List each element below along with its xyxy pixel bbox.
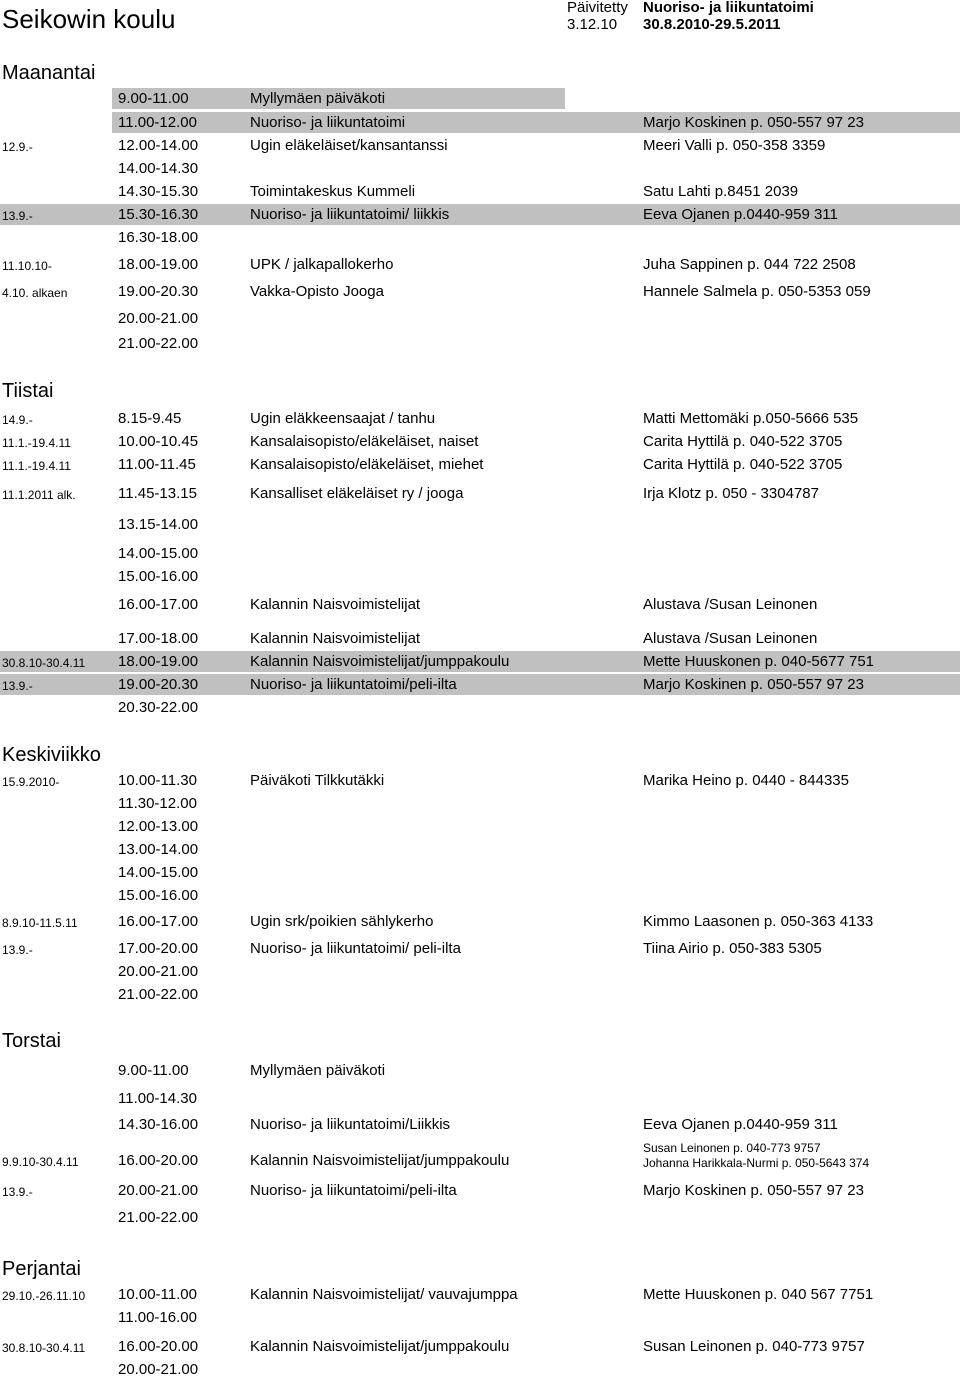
row-contact: Marjo Koskinen p. 050-557 97 23 [643, 676, 864, 693]
table-row [0, 770, 960, 792]
table-row [0, 454, 960, 476]
row-activity: Myllymäen päiväkoti [250, 90, 386, 107]
updated-date: 3.12.10 [567, 16, 618, 33]
table-row [0, 1060, 960, 1082]
row-activity: Kansalaisopisto/eläkeläiset, miehet [250, 456, 484, 473]
row-time-slot: 20.00-21.00 [118, 1182, 199, 1199]
row-contact: Marjo Koskinen p. 050-557 97 23 [643, 114, 864, 131]
table-row [0, 651, 960, 673]
day-heading-thursday: Torstai [2, 1030, 61, 1052]
row-date-range: 15.9.2010- [2, 775, 60, 789]
table-row [0, 885, 960, 907]
table-row [0, 839, 960, 861]
table-row [0, 204, 960, 226]
table-row [0, 135, 960, 157]
row-time-slot: 16.30-18.00 [118, 229, 199, 246]
row-date-range: 4.10. alkaen [2, 286, 68, 300]
row-contact: Eeva Ojanen p.0440-959 311 [643, 206, 838, 223]
row-time-slot: 20.00-21.00 [118, 310, 199, 327]
row-time-slot: 14.30-15.30 [118, 183, 199, 200]
table-row [0, 628, 960, 650]
row-date-range: 14.9.- [2, 413, 33, 427]
table-row [0, 697, 960, 719]
row-activity: Ugin eläkeläiset/kansantanssi [250, 137, 448, 154]
row-contact: Kimmo Laasonen p. 050-363 4133 [643, 913, 874, 930]
row-time-slot: 17.00-18.00 [118, 630, 199, 647]
row-time-slot: 21.00-22.00 [118, 335, 199, 352]
row-contact: Meeri Valli p. 050-358 3359 [643, 137, 826, 154]
row-contact: Marjo Koskinen p. 050-557 97 23 [643, 1182, 864, 1199]
page-title: Seikowin koulu [2, 4, 176, 34]
row-activity: Kalannin Naisvoimistelijat/jumppakoulu [250, 1152, 510, 1169]
row-activity: Kansalliset eläkeläiset ry / jooga [250, 485, 464, 502]
row-time-slot: 14.00-15.00 [118, 864, 199, 881]
row-date-range: 30.8.10-30.4.11 [2, 1341, 86, 1355]
row-activity: Päiväkoti Tilkkutäkki [250, 772, 385, 789]
table-row [0, 431, 960, 453]
organization: Nuoriso- ja liikuntatoimi [643, 0, 814, 16]
row-contact: Matti Mettomäki p.050-5666 535 [643, 410, 859, 427]
row-contact: Eeva Ojanen p.0440-959 311 [643, 1116, 838, 1133]
row-time-slot: 17.00-20.00 [118, 940, 199, 957]
row-date-range: 11.10.10- [2, 259, 52, 273]
row-date-range: 9.9.10-30.4.11 [2, 1155, 79, 1169]
day-heading-friday: Perjantai [2, 1258, 81, 1280]
row-date-range: 13.9.- [2, 209, 33, 223]
table-row [0, 514, 960, 536]
table-row [0, 408, 960, 430]
row-contact-secondary: Johanna Harikkala-Nurmi p. 050-5643 374 [643, 1156, 870, 1170]
row-date-range: 8.9.10-11.5.11 [2, 916, 78, 930]
table-row [0, 1307, 960, 1329]
row-time-slot: 15.00-16.00 [118, 568, 199, 585]
table-row [0, 254, 960, 276]
row-date-range: 11.1.-19.4.11 [2, 436, 71, 450]
table-row [0, 158, 960, 180]
table-row [0, 674, 960, 696]
row-contact: Carita Hyttilä p. 040-522 3705 [643, 433, 843, 450]
table-row [0, 984, 960, 1006]
table-row [0, 1088, 960, 1110]
table-row [0, 566, 960, 588]
row-activity: Nuoriso- ja liikuntatoimi [250, 114, 406, 131]
row-time-slot: 14.00-14.30 [118, 160, 199, 177]
table-row [0, 816, 960, 838]
table-row [0, 938, 960, 960]
season-period: 30.8.2010-29.5.2011 [643, 16, 781, 33]
row-time-slot: 9.00-11.00 [118, 90, 189, 107]
table-row [0, 961, 960, 983]
row-contact: Tiina Airio p. 050-383 5305 [643, 940, 822, 957]
row-time-slot: 18.00-19.00 [118, 256, 199, 273]
row-activity: Nuoriso- ja liikuntatoimi/peli-ilta [250, 1182, 457, 1199]
table-row [0, 112, 960, 134]
row-contact: Irja Klotz p. 050 - 3304787 [643, 485, 819, 502]
row-time-slot: 10.00-11.30 [118, 772, 197, 789]
row-contact: Satu Lahti p.8451 2039 [643, 183, 799, 200]
day-heading-wednesday: Keskiviikko [2, 744, 101, 766]
table-row [0, 333, 960, 355]
table-row [0, 88, 960, 110]
row-activity: Toimintakeskus Kummeli [250, 183, 416, 200]
row-activity: UPK / jalkapallokerho [250, 256, 394, 273]
table-row [0, 1114, 960, 1136]
row-time-slot: 11.00-16.00 [118, 1309, 197, 1326]
row-activity: Nuoriso- ja liikuntatoimi/ liikkis [250, 206, 450, 223]
row-time-slot: 12.00-13.00 [118, 818, 199, 835]
table-row [0, 793, 960, 815]
row-contact: Carita Hyttilä p. 040-522 3705 [643, 456, 843, 473]
row-activity: Ugin srk/poikien sählykerho [250, 913, 434, 930]
row-activity: Myllymäen päiväkoti [250, 1062, 386, 1079]
updated-label: Päivitetty [567, 0, 628, 16]
table-row [0, 1359, 960, 1381]
table-row [0, 227, 960, 249]
table-row [0, 543, 960, 565]
table-row [0, 1180, 960, 1202]
row-time-slot: 10.00-11.00 [118, 1286, 197, 1303]
row-date-range: 29.10.-26.11.10 [2, 1289, 86, 1303]
row-activity: Kalannin Naisvoimistelijat/jumppakoulu [250, 653, 510, 670]
row-date-range: 11.1.2011 alk. [2, 488, 76, 502]
row-time-slot: 11.00-11.45 [118, 456, 196, 473]
row-time-slot: 15.30-16.30 [118, 206, 199, 223]
row-time-slot: 11.00-14.30 [118, 1090, 197, 1107]
row-time-slot: 11.45-13.15 [118, 485, 197, 502]
row-activity: Vakka-Opisto Jooga [250, 283, 384, 300]
row-date-range: 11.1.-19.4.11 [2, 459, 71, 473]
row-contact: Hannele Salmela p. 050-5353 059 [643, 283, 871, 300]
row-time-slot: 11.00-12.00 [118, 114, 197, 131]
row-contact: Alustava /Susan Leinonen [643, 596, 818, 613]
row-time-slot: 20.00-21.00 [118, 963, 199, 980]
row-contact: Susan Leinonen p. 040-773 9757 [643, 1338, 865, 1355]
row-time-slot: 14.30-16.00 [118, 1116, 199, 1133]
row-time-slot: 20.00-21.00 [118, 1361, 199, 1378]
row-time-slot: 16.00-20.00 [118, 1152, 199, 1169]
row-contact: Marika Heino p. 0440 - 844335 [643, 772, 849, 789]
table-row [0, 281, 960, 303]
day-heading-tuesday: Tiistai [2, 380, 54, 402]
table-row [0, 1207, 960, 1229]
table-row [0, 594, 960, 616]
row-time-slot: 16.00-17.00 [118, 913, 199, 930]
row-time-slot: 16.00-17.00 [118, 596, 199, 613]
row-contact: Mette Huuskonen p. 040 567 7751 [643, 1286, 874, 1303]
row-contact: Alustava /Susan Leinonen [643, 630, 818, 647]
row-contact: Juha Sappinen p. 044 722 2508 [643, 256, 856, 273]
row-time-slot: 13.15-14.00 [118, 516, 199, 533]
row-activity: Nuoriso- ja liikuntatoimi/Liikkis [250, 1116, 451, 1133]
row-date-range: 12.9.- [2, 140, 33, 154]
table-row [0, 1336, 960, 1358]
row-time-slot: 19.00-20.30 [118, 283, 199, 300]
table-row [0, 911, 960, 933]
row-time-slot: 18.00-19.00 [118, 653, 199, 670]
row-contact: Mette Huuskonen p. 040-5677 751 [643, 653, 874, 670]
row-activity: Kalannin Naisvoimistelijat/jumppakoulu [250, 1338, 510, 1355]
row-activity: Ugin eläkkeensaajat / tanhu [250, 410, 436, 427]
row-time-slot: 15.00-16.00 [118, 887, 199, 904]
row-activity: Kalannin Naisvoimistelijat [250, 596, 421, 613]
row-time-slot: 20.30-22.00 [118, 699, 199, 716]
row-activity: Kansalaisopisto/eläkeläiset, naiset [250, 433, 479, 450]
row-time-slot: 11.30-12.00 [118, 795, 197, 812]
table-row [0, 1141, 960, 1172]
row-activity: Kalannin Naisvoimistelijat [250, 630, 421, 647]
row-contact: Susan Leinonen p. 040-773 9757 [643, 1141, 821, 1155]
row-time-slot: 9.00-11.00 [118, 1062, 189, 1079]
row-time-slot: 12.00-14.00 [118, 137, 199, 154]
row-date-range: 13.9.- [2, 679, 33, 693]
row-time-slot: 13.00-14.00 [118, 841, 199, 858]
row-time-slot: 8.15-9.45 [118, 410, 182, 427]
table-row [0, 181, 960, 203]
row-activity: Kalannin Naisvoimistelijat/ vauvajumppa [250, 1286, 518, 1303]
table-row [0, 1284, 960, 1306]
row-date-range: 13.9.- [2, 1185, 33, 1199]
row-date-range: 30.8.10-30.4.11 [2, 656, 86, 670]
table-row [0, 308, 960, 330]
row-time-slot: 21.00-22.00 [118, 1209, 199, 1226]
row-time-slot: 16.00-20.00 [118, 1338, 199, 1355]
row-date-range: 13.9.- [2, 943, 33, 957]
row-activity: Nuoriso- ja liikuntatoimi/peli-ilta [250, 676, 457, 693]
row-time-slot: 21.00-22.00 [118, 986, 199, 1003]
row-activity: Nuoriso- ja liikuntatoimi/ peli-ilta [250, 940, 461, 957]
table-row [0, 862, 960, 884]
row-time-slot: 14.00-15.00 [118, 545, 199, 562]
day-heading-monday: Maanantai [2, 62, 96, 84]
row-time-slot: 10.00-10.45 [118, 433, 199, 450]
table-row [0, 483, 960, 505]
row-time-slot: 19.00-20.30 [118, 676, 199, 693]
